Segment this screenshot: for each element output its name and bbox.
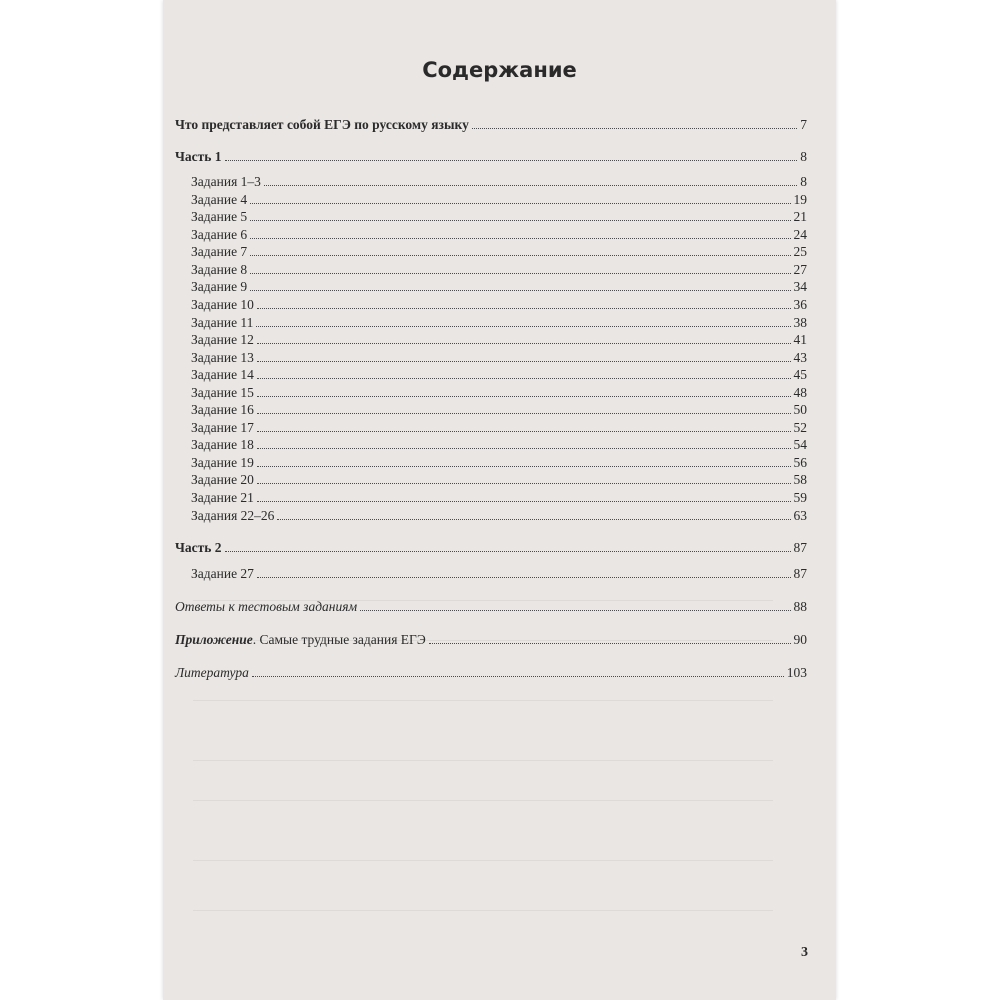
dot-leader	[264, 184, 797, 186]
toc-entry-page: 34	[793, 279, 807, 294]
toc-entry-page: 8	[800, 149, 807, 164]
toc-entry-page: 19	[793, 192, 807, 207]
toc-entry-label: Задание 15	[191, 385, 254, 400]
toc-entry	[191, 506, 807, 524]
toc-entry-page: 56	[793, 455, 807, 470]
toc-entry	[191, 400, 807, 418]
toc-entry-label: Задание 13	[191, 350, 254, 365]
toc-entry-label: Задание 7	[191, 244, 248, 259]
toc-entry	[191, 225, 807, 243]
toc-entry-label: Задание 14	[191, 367, 254, 382]
toc-entry-label: Задание 9	[191, 279, 248, 294]
dot-leader	[257, 395, 791, 397]
table-of-contents	[163, 0, 836, 1000]
dot-leader	[257, 447, 791, 449]
toc-entry	[191, 488, 807, 506]
toc-entry	[191, 418, 807, 436]
toc-entry-label: Задание 12	[191, 332, 254, 347]
toc-entry-page: 48	[793, 385, 807, 400]
toc-entry	[191, 260, 807, 278]
toc-entry-page: 87	[793, 566, 807, 581]
toc-entry-answers	[175, 597, 807, 615]
toc-entry	[191, 383, 807, 401]
toc-entry-page: 90	[793, 632, 807, 647]
dot-leader	[360, 609, 790, 611]
toc-entry-page: 58	[793, 472, 807, 487]
toc-entry-label: Задание 20	[191, 472, 254, 487]
book-page	[163, 0, 836, 1000]
page-number: 3	[801, 945, 808, 960]
toc-entry	[191, 207, 807, 225]
toc-entry-page: 103	[786, 665, 807, 680]
toc-entry-label: Задание 11	[191, 315, 254, 330]
toc-entry-literature	[175, 663, 807, 681]
toc-entry-page: 25	[793, 244, 807, 259]
toc-entry	[191, 453, 807, 471]
dot-leader	[429, 642, 791, 644]
dot-leader	[257, 342, 791, 344]
dot-leader	[250, 272, 790, 274]
appendix-label-emphasis: Приложение	[175, 632, 253, 647]
toc-entry-label: Задание 4	[191, 192, 248, 207]
toc-entry-page: 36	[793, 297, 807, 312]
toc-entry-page: 54	[793, 437, 807, 452]
dot-leader	[257, 377, 791, 379]
toc-entry	[191, 242, 807, 260]
toc-entry-page: 88	[793, 599, 807, 614]
dot-leader	[225, 159, 798, 161]
toc-entry-page: 27	[793, 262, 807, 277]
toc-entry-label: Что представляет собой ЕГЭ по русскому языку	[175, 117, 469, 132]
toc-entry-label: Задание 5	[191, 209, 248, 224]
toc-entry	[191, 190, 807, 208]
toc-entry	[191, 277, 807, 295]
toc-entry	[191, 435, 807, 453]
toc-entry-page: 50	[793, 402, 807, 417]
toc-entry-page: 87	[793, 540, 807, 555]
toc-entry-label: Задание 21	[191, 490, 254, 505]
toc-entry-page: 21	[793, 209, 807, 224]
dot-leader	[277, 518, 790, 520]
toc-entry-page: 43	[793, 350, 807, 365]
toc-entry-label: Задание 8	[191, 262, 248, 277]
dot-leader	[250, 254, 790, 256]
dot-leader	[256, 325, 790, 327]
toc-entry-label: Задание 27	[191, 566, 254, 581]
toc-entry	[191, 330, 807, 348]
toc-entry-label: Задания 22–26	[191, 508, 275, 523]
dot-leader	[250, 219, 790, 221]
toc-entry-page: 63	[793, 508, 807, 523]
dot-leader	[257, 500, 791, 502]
toc-entry-label: Часть 1	[175, 149, 222, 164]
toc-entry-label: Часть 2	[175, 540, 222, 555]
dot-leader	[225, 550, 791, 552]
toc-entry	[191, 564, 807, 582]
toc-entry-page: 45	[793, 367, 807, 382]
toc-entry-page: 59	[793, 490, 807, 505]
toc-entry-label: Задание 17	[191, 420, 254, 435]
toc-entry-page: 38	[793, 315, 807, 330]
toc-entry	[191, 313, 807, 331]
dot-leader	[257, 465, 791, 467]
dot-leader	[252, 675, 784, 677]
toc-entry	[191, 365, 807, 383]
toc-entry-label: Задание 19	[191, 455, 254, 470]
page-title: Содержание	[422, 58, 577, 82]
toc-entry-page: 52	[793, 420, 807, 435]
toc-entry-label: Ответы к тестовым заданиям	[175, 599, 358, 614]
toc-entry-label: Литература	[175, 665, 249, 680]
toc-entry-page: 41	[793, 332, 807, 347]
toc-entry-label: Задание 10	[191, 297, 254, 312]
toc-entry-page: 7	[800, 117, 807, 132]
toc-entry-label: Задание 6	[191, 227, 248, 242]
toc-entry-page: 8	[800, 174, 807, 189]
toc-entry-label: Задание 18	[191, 437, 254, 452]
toc-entry-label: Задания 1–3	[191, 174, 261, 189]
toc-entry	[191, 172, 807, 190]
dot-leader	[250, 237, 790, 239]
toc-entry-label	[175, 632, 426, 648]
toc-entry-part1	[175, 147, 807, 165]
dot-leader	[257, 482, 791, 484]
dot-leader	[250, 202, 790, 204]
toc-entry-label: Задание 16	[191, 402, 254, 417]
toc-entry-intro	[175, 115, 807, 133]
toc-entry-page: 24	[793, 227, 807, 242]
dot-leader	[257, 576, 791, 578]
dot-leader	[472, 127, 797, 129]
toc-entry	[191, 295, 807, 313]
toc-entry	[191, 348, 807, 366]
appendix-label-text: . Самые трудные задания ЕГЭ	[252, 632, 426, 647]
toc-entry-appendix	[175, 630, 807, 648]
dot-leader	[257, 430, 791, 432]
dot-leader	[250, 289, 790, 291]
dot-leader	[257, 360, 791, 362]
dot-leader	[257, 412, 791, 414]
dot-leader	[257, 307, 791, 309]
toc-entry	[191, 470, 807, 488]
toc-entry-part2	[175, 538, 807, 556]
